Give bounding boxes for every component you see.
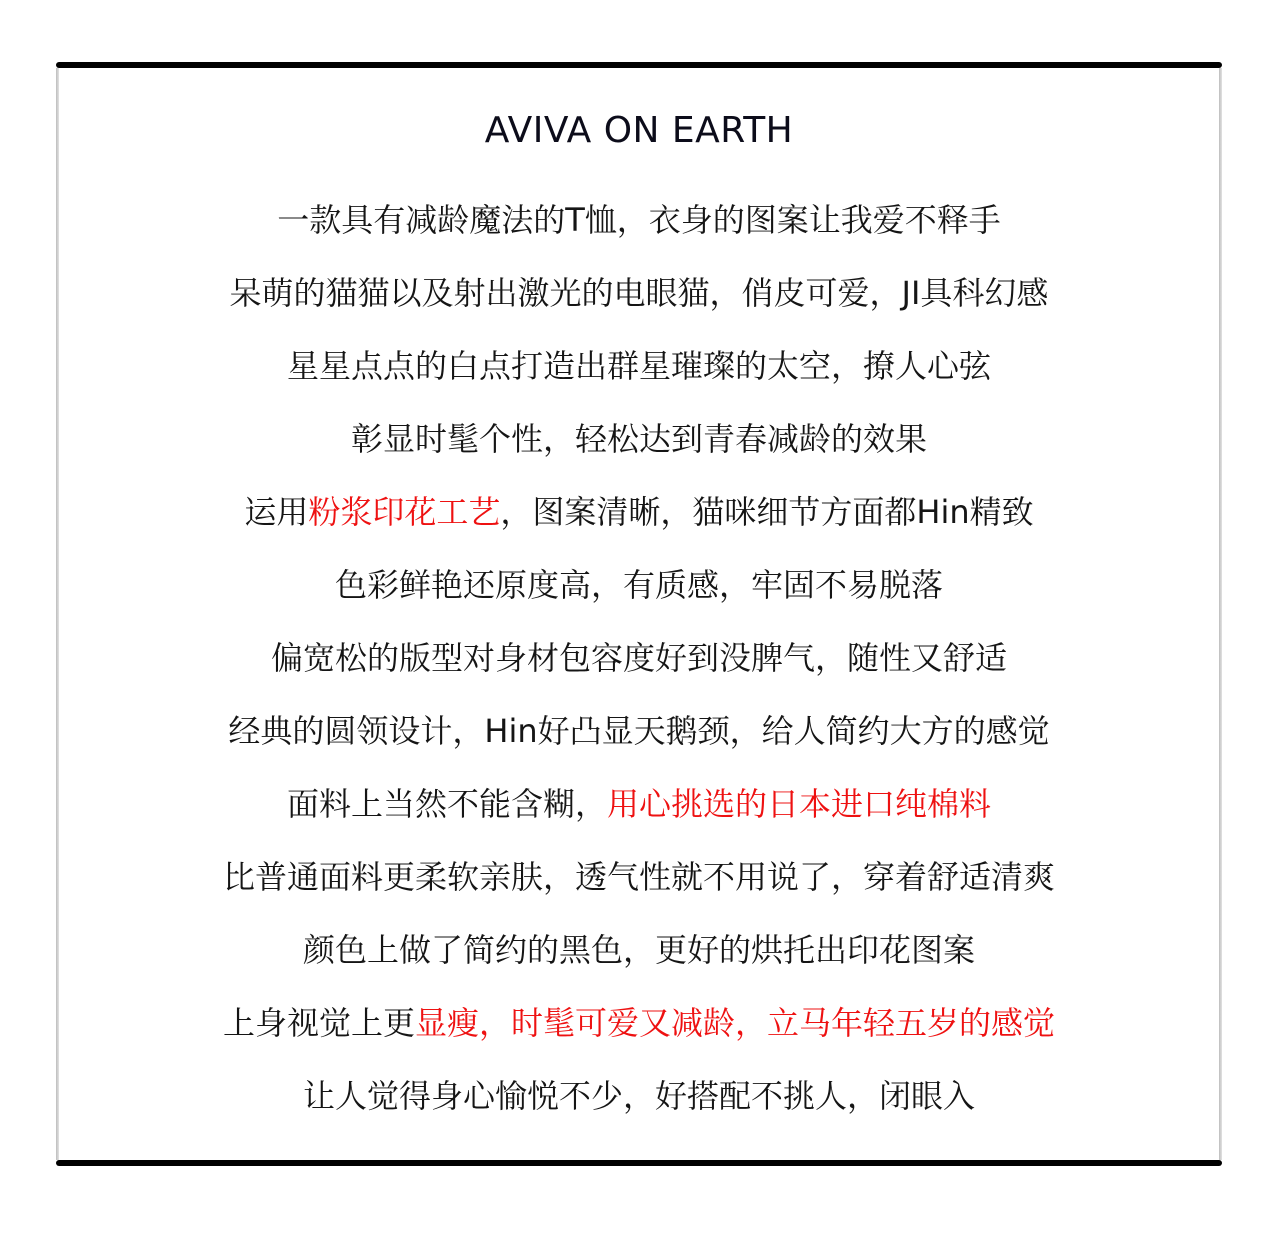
highlighted-text: 粉浆印花工艺 bbox=[308, 493, 501, 531]
text-segment: ，图案清晰，猫咪细节方面都Hin精致 bbox=[500, 493, 1034, 531]
text-line bbox=[56, 340, 1222, 413]
description-lines bbox=[56, 194, 1222, 1143]
text-segment: 一款具有减龄魔法的T恤，衣身的图案让我爱不释手 bbox=[277, 201, 1001, 239]
text-segment: 星星点点的白点打造出群星璀璨的太空，撩人心弦 bbox=[286, 347, 991, 385]
text-segment: 上身视觉上更 bbox=[222, 1004, 415, 1042]
document-frame bbox=[56, 62, 1222, 1166]
text-segment: 偏宽松的版型对身材包容度好到没脾气，随性又舒适 bbox=[270, 639, 1007, 677]
text-segment: 比普通面料更柔软亲肤，透气性就不用说了，穿着舒适清爽 bbox=[222, 858, 1055, 896]
text-line bbox=[56, 997, 1222, 1070]
text-segment: 面料上当然不能含糊， bbox=[286, 785, 607, 823]
text-segment: 呆萌的猫猫以及射出激光的电眼猫，俏皮可爱，JI具科幻感 bbox=[229, 274, 1049, 312]
text-line bbox=[56, 632, 1222, 705]
text-segment: 颜色上做了简约的黑色，更好的烘托出印花图案 bbox=[302, 931, 975, 969]
text-line bbox=[56, 486, 1222, 559]
text-line bbox=[56, 413, 1222, 486]
bottom-border bbox=[56, 1160, 1222, 1166]
text-line bbox=[56, 778, 1222, 851]
text-line bbox=[56, 1070, 1222, 1143]
text-line bbox=[56, 924, 1222, 997]
text-line bbox=[56, 267, 1222, 340]
text-segment: 彰显时髦个性，轻松达到青春减龄的效果 bbox=[350, 420, 927, 458]
text-line bbox=[56, 851, 1222, 924]
text-segment: 经典的圆领设计，Hin好凸显天鹅颈，给人简约大方的感觉 bbox=[228, 712, 1050, 750]
text-line bbox=[56, 194, 1222, 267]
text-segment: 色彩鲜艳还原度高，有质感，牢固不易脱落 bbox=[334, 566, 943, 604]
top-border bbox=[56, 62, 1222, 68]
text-line bbox=[56, 705, 1222, 778]
text-segment: 让人觉得身心愉悦不少，好搭配不挑人，闭眼入 bbox=[302, 1077, 975, 1115]
text-line bbox=[56, 559, 1222, 632]
highlighted-text: 用心挑选的日本进口纯棉料 bbox=[607, 785, 992, 823]
text-segment: 运用 bbox=[244, 493, 309, 531]
document-title: AVIVA ON EARTH bbox=[484, 110, 794, 151]
highlighted-text: 显瘦，时髦可爱又减龄，立马年轻五岁的感觉 bbox=[415, 1004, 1056, 1042]
